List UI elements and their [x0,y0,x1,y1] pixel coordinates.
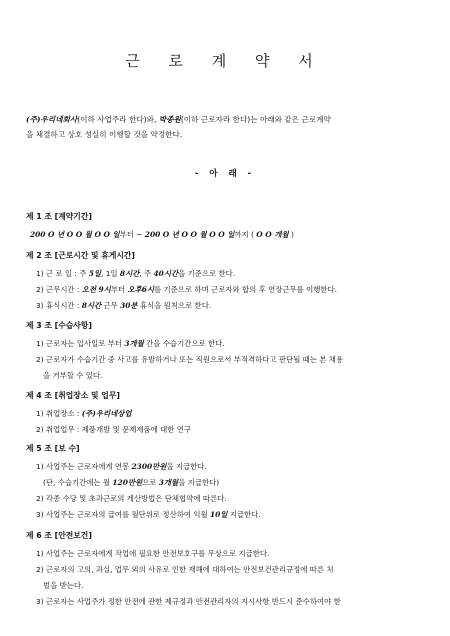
pay-day: 10일 [209,510,228,519]
article-3-item-1 [26,336,430,352]
contract-end-date: 200 O 년 O O 월 O O 일 [144,230,235,239]
intro-line-2: 을 체결하고 상호 성실히 이행할 것을 약정한다. [26,130,183,139]
probation-months: 3개월 [158,478,179,487]
article-2-item-3 [26,298,430,314]
document-title: 근 로 계 약 서 [125,52,325,70]
article-5-heading: 제 5 조 [보 수] [26,444,80,453]
text: 부터 ~ [119,230,145,239]
text: 2) 근무시간 : [36,285,82,294]
article-5-item-1 [26,459,430,475]
article-3-heading: 제 3 조 [수습사항] [26,321,92,330]
probation-monthly-pay: 120만원 [112,478,143,487]
article-3 [26,318,430,384]
company-name: (주)우리네회사 [26,115,78,124]
text: 지급한다. [227,510,261,519]
article-4-heading: 제 4 조 [취업장소 및 업무] [26,391,120,400]
start-time: 오전 9시 [81,285,111,294]
text: 1) 취업장소 : [36,409,82,418]
weekly-hours: 40시간 [153,269,179,278]
article-2 [26,248,430,314]
work-days: 5일 [88,269,102,278]
article-2-heading: 제 2 조 [근로시간 및 휴게시간] [26,251,135,260]
text: 1) 근로자는 입사일로 부터 [36,339,125,348]
text: (단, 수습기간에는 월 [43,478,113,487]
daily-hours: 8시간 [119,269,140,278]
text: 을 지급한다) [178,478,220,487]
workplace-name: (주)우리네상업 [81,409,132,418]
article-6-item-2-cont: 벌을 받는다. [43,581,84,590]
text: 까지 ( [234,230,257,239]
below-heading: - 아 래 - [194,169,256,179]
article-5 [26,441,430,523]
worker-name: 박종원 [158,115,181,124]
text: 3) 휴식시간 : [36,301,82,310]
text: , 주 [139,269,154,278]
text: 3) 사업주는 근로자의 급여를 월단위로 정산하여 익월 [36,510,210,519]
text: 을 기준으로 한다. [178,269,236,278]
article-3-item-2: 2) 근로자가 수습기간 중 사고를 유발하거나 또는 직원으로서 부적격하다고 판단될 때는 본 채용 [36,355,344,364]
article-6-item-2: 2) 근로자의 고의, 과실, 업무 외의 사유로 인한 재해에 대하여는 안전보건관리규정에 따른 처 [36,565,334,574]
article-6-item-3: 3) 근로자는 사업주가 정한 안전에 관한 제규정과 안전관리자의 지시사항 반드시 준수하여야 한 [36,597,341,606]
text: ) [288,230,294,239]
article-4 [26,388,430,438]
text: 부터 [110,285,128,294]
contract-months: O O 개월 [256,230,289,239]
contract-start-date: 200 O 년 O O 월 O O 일 [30,230,120,239]
intro-text-2: (이하 근로자라 한다)는 아래와 같은 근로계약 [180,115,331,124]
text: , 1일 [101,269,120,278]
text: 1) 근 로 일 : 주 [36,269,89,278]
article-2-item-1 [26,266,430,282]
article-1-heading: 제 1 조 [계약기간] [26,212,92,221]
article-5-item-1-note [26,475,430,491]
text: 근무 [101,301,121,310]
article-1 [26,209,430,243]
article-6-heading: 제 6 조 [안전보건] [26,531,92,540]
text: 간을 수습기간으로 한다. [143,339,225,348]
article-3-item-2-cont: 을 거부할 수 있다. [43,371,103,380]
article-5-item-2: 2) 각종 수당 및 초과근로의 계산방법은 단체협약에 따른다. [36,494,227,503]
intro-paragraph [26,112,428,142]
article-6-item-1: 1) 사업주는 근로자에게 작업에 필요한 안전보호구를 무상으로 지급한다. [36,549,270,558]
text: 휴식을 원칙으로 한다. [137,301,212,310]
end-time: 오후6시 [127,285,155,294]
intro-text-1: (이하 사업주라 한다)와, [77,115,159,124]
break-basis-hours: 8시간 [81,301,102,310]
annual-salary: 2300만원 [131,462,167,471]
text: 으로 [142,478,159,487]
article-4-item-2: 2) 취업업무 : 제품개발 및 문제제품에 대한 연구 [36,425,192,434]
article-2-item-2 [26,282,430,298]
text: 을 지급한다. [166,462,207,471]
text: 1) 사업주는 근로자에게 연봉 [36,462,132,471]
probation-period: 3개월 [124,339,144,348]
text: 를 기준으로 하며 근로자와 합의 후 연장근무를 이행한다. [154,285,338,294]
article-4-item-1 [26,406,430,422]
article-6 [26,528,430,610]
break-minutes: 30분 [120,301,138,310]
article-5-item-3 [26,507,430,523]
